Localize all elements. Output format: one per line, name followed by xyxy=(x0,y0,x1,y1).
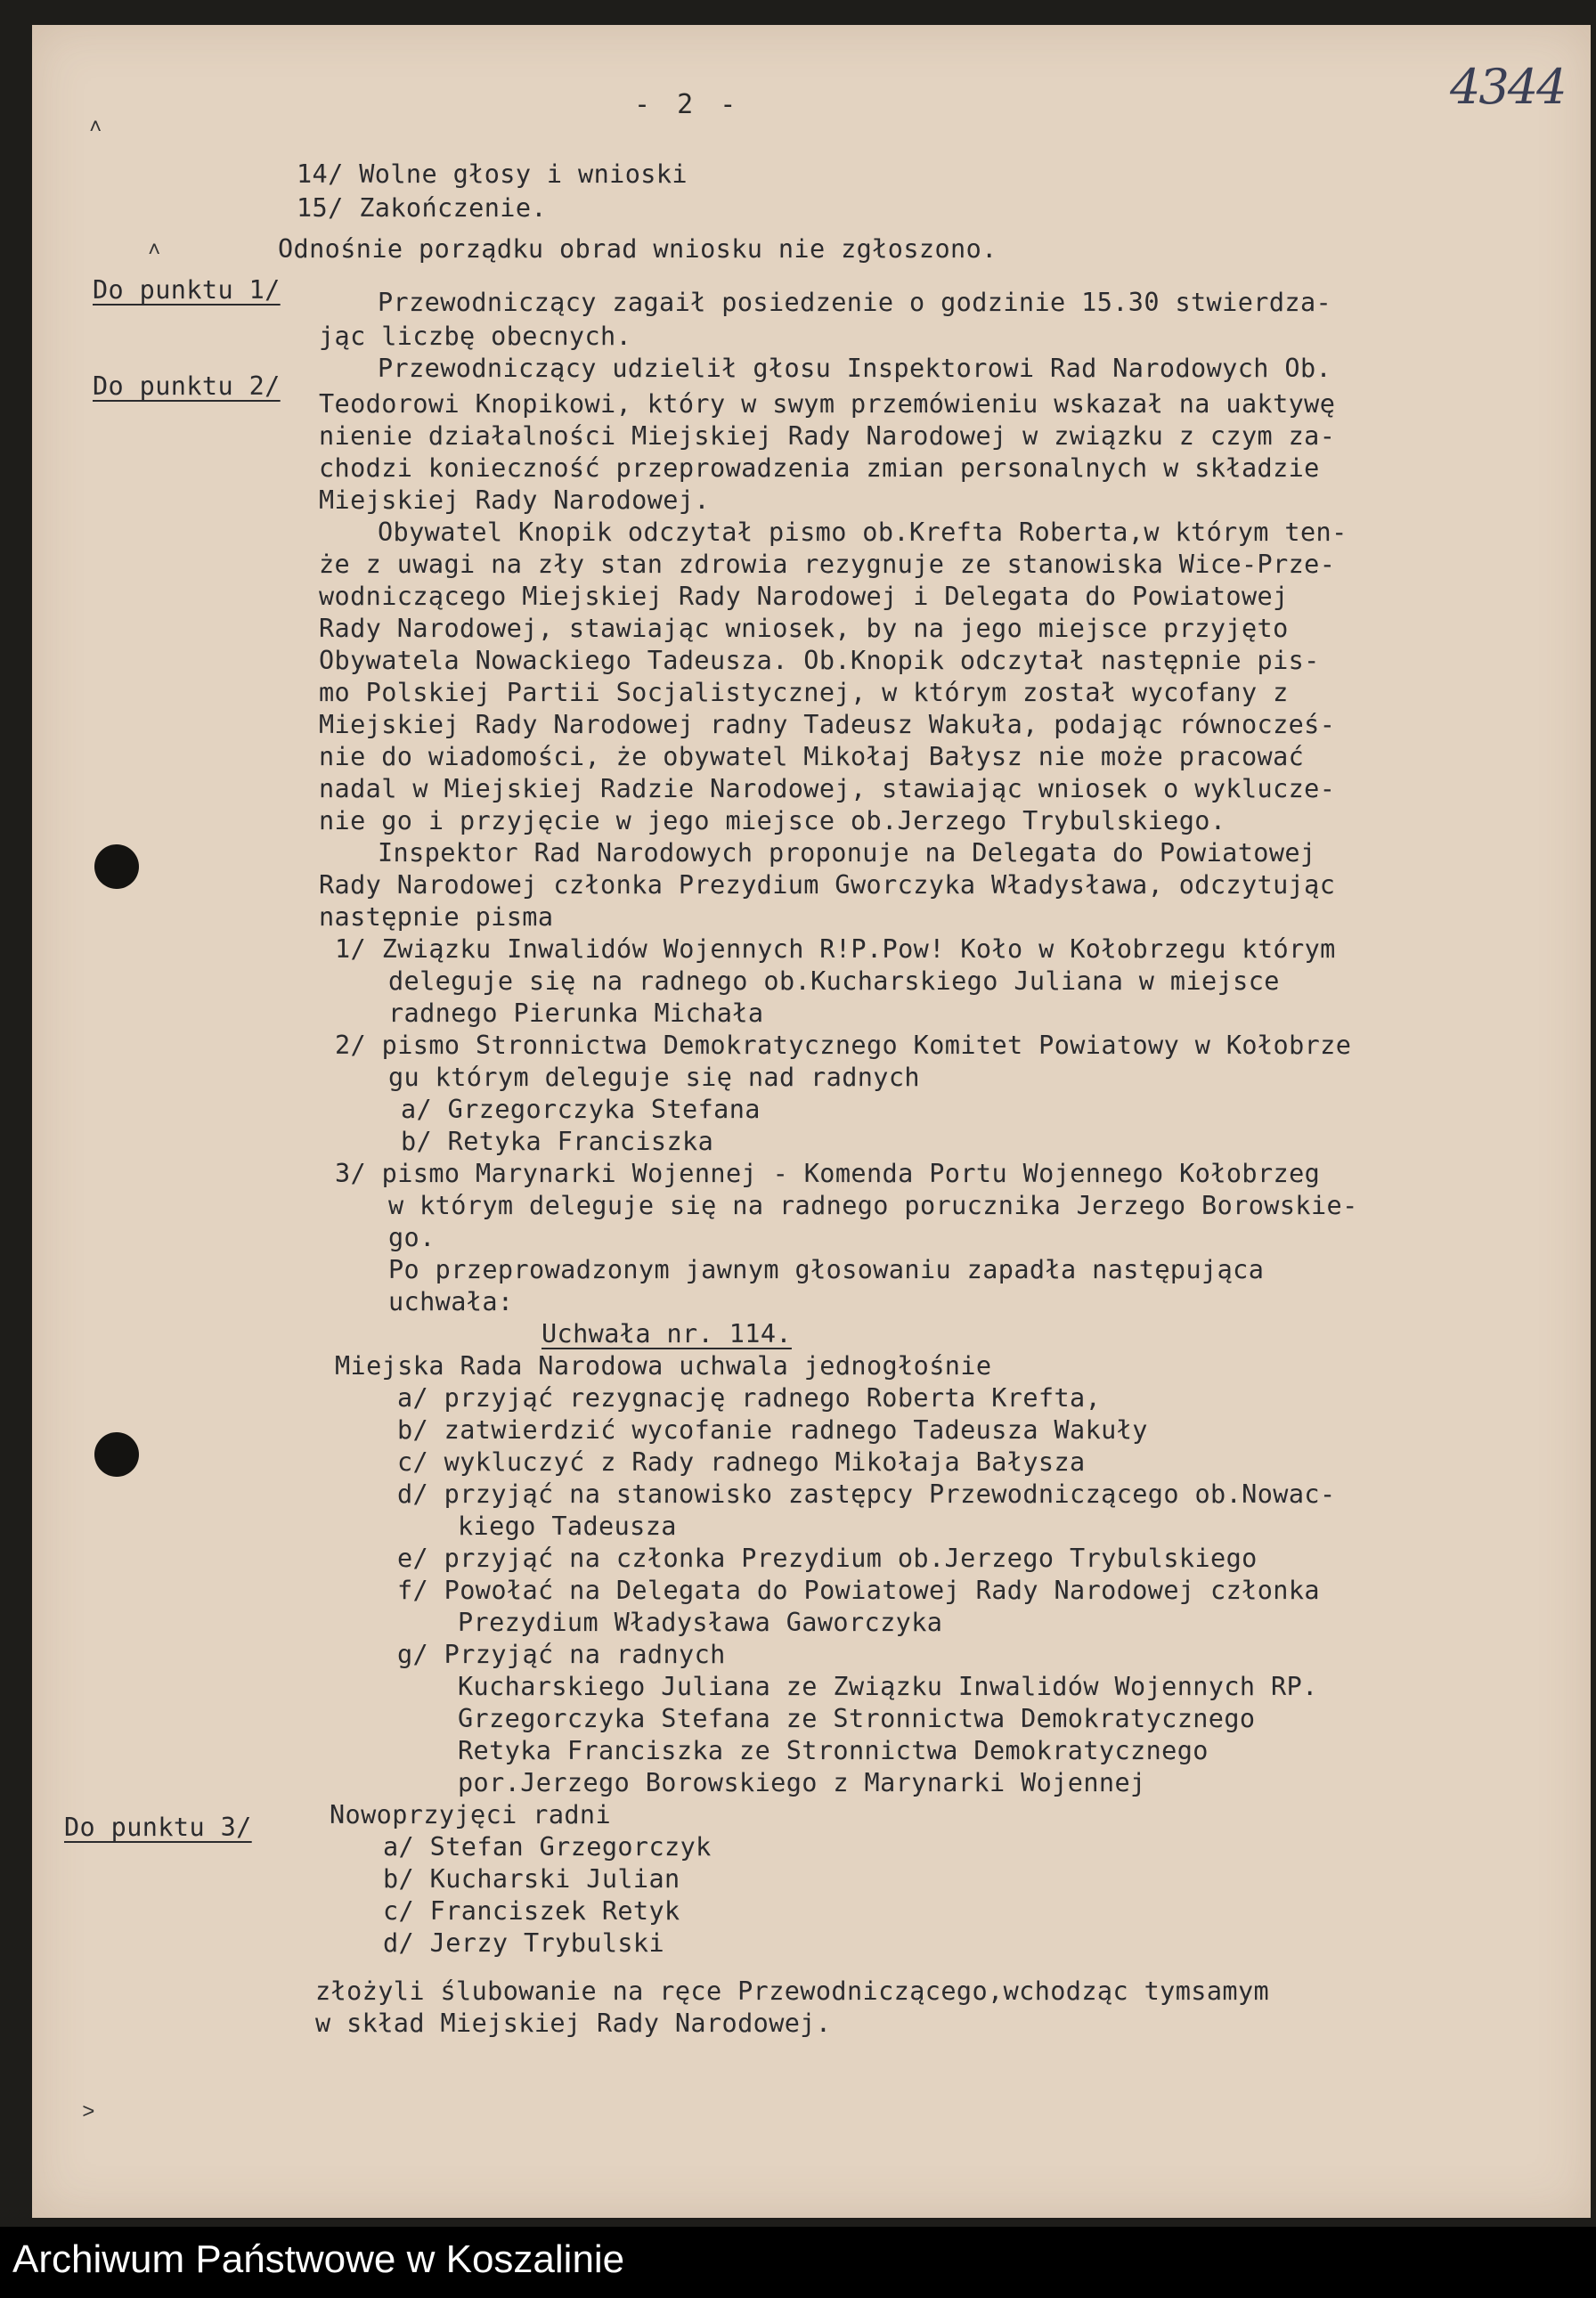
text-line: Odnośnie porządku obrad wniosku nie zgłoszono. xyxy=(278,234,998,264)
text-line: Po przeprowadzonym jawnym głosowaniu zapadła następująca xyxy=(388,1255,1265,1284)
text-line: nadal w Miejskiej Radzie Narodowej, stawiając wniosek o wyklucze- xyxy=(319,774,1336,803)
text-line: nie go i przyjęcie w jego miejsce ob.Jerzego Trybulskiego. xyxy=(319,806,1226,835)
text-line: b/ zatwierdzić wycofanie radnego Tadeusza Wakuły xyxy=(397,1415,1148,1445)
footer-archive-name: Archiwum Państwowe w Koszalinie xyxy=(12,2237,625,2281)
text-line: Prezydium Władysława Gaworczyka xyxy=(458,1608,943,1637)
text-line: złożyli ślubowanie na ręce Przewodniczącego,wchodząc tymsamym xyxy=(315,1976,1270,2006)
section-heading: Uchwała nr. 114. xyxy=(542,1319,792,1349)
text-line: Przewodniczący udzielił głosu Inspektorowi Rad Narodowych Ob. xyxy=(378,354,1332,383)
text-line: 2/ pismo Stronnictwa Demokratycznego Komitet Powiatowy w Kołobrze xyxy=(335,1031,1352,1060)
text-line: Miejska Rada Narodowa uchwala jednogłośnie xyxy=(335,1351,992,1381)
text-line: uchwała: xyxy=(388,1287,514,1316)
text-line: wodniczącego Miejskiej Rady Narodowej i Delegata do Powiatowej xyxy=(319,582,1289,611)
text-line: chodzi konieczność przeprowadzenia zmian personalnych w składzie xyxy=(319,453,1320,483)
text-line: że z uwagi na zły stan zdrowia rezygnuje ze stanowiska Wice-Prze- xyxy=(319,550,1336,579)
text-line: Przewodniczący zagaił posiedzenie o godzinie 15.30 stwierdza- xyxy=(378,288,1332,317)
page-number: - 2 - xyxy=(634,89,742,120)
text-line: 14/ Wolne głosy i wnioski xyxy=(297,159,688,189)
text-line: w którym deleguje się na radnego porucznika Jerzego Borowskie- xyxy=(388,1191,1358,1220)
text-line: Nowoprzyjęci radni xyxy=(330,1800,612,1829)
text-line: d/ przyjąć na stanowisko zastępcy Przewodniczącego ob.Nowac- xyxy=(397,1479,1336,1509)
text-line: Teodorowi Knopikowi, który w swym przemówieniu wskazał na uaktywę xyxy=(319,389,1336,419)
corner-mark-top: ˄ xyxy=(89,114,102,139)
text-line: d/ Jerzy Trybulski xyxy=(383,1928,665,1958)
text-line: a/ Stefan Grzegorczyk xyxy=(383,1832,712,1862)
text-line: następnie pisma xyxy=(319,902,554,932)
text-line: w skład Miejskiej Rady Narodowej. xyxy=(315,2009,832,2038)
text-line: Miejskiej Rady Narodowej. xyxy=(319,485,710,515)
text-line: c/ wykluczyć z Rady radnego Mikołaja Bałysza xyxy=(397,1447,1086,1477)
margin-tick: ˄ xyxy=(148,237,161,262)
text-line: 1/ Związku Inwalidów Wojennych R!P.Pow! Koło w Kołobrzegu którym xyxy=(335,934,1336,964)
text-line: b/ Kucharski Julian xyxy=(383,1864,680,1894)
punch-hole-top xyxy=(94,844,139,889)
section-heading: Do punktu 1/ xyxy=(93,275,281,305)
punch-hole-bottom xyxy=(94,1432,139,1477)
text-line: kiego Tadeusza xyxy=(458,1512,677,1541)
text-line: Grzegorczyka Stefana ze Stronnictwa Demokratycznego xyxy=(458,1704,1256,1733)
text-line: Obywatela Nowackiego Tadeusza. Ob.Knopik odczytał następnie pis- xyxy=(319,646,1320,675)
text-line: Kucharskiego Juliana ze Związku Inwalidów Wojennych RP. xyxy=(458,1672,1318,1701)
text-line: gu którym deleguje się nad radnych xyxy=(388,1063,920,1092)
text-line: nie do wiadomości, że obywatel Mikołaj Bałysz nie może pracować xyxy=(319,742,1305,771)
text-line: go. xyxy=(388,1223,436,1252)
text-line: jąc liczbę obecnych. xyxy=(319,322,632,351)
text-line: Rady Narodowej członka Prezydium Gworczyka Władysława, odczytując xyxy=(319,870,1336,900)
text-line: deleguje się na radnego ob.Kucharskiego Juliana w miejsce xyxy=(388,966,1280,996)
text-line: b/ Retyka Franciszka xyxy=(401,1127,714,1156)
section-heading: Do punktu 3/ xyxy=(64,1813,252,1842)
text-line: Rady Narodowej, stawiając wniosek, by na jego miejsce przyjęto xyxy=(319,614,1289,643)
text-line: 15/ Zakończenie. xyxy=(297,193,547,223)
text-line: nienie działalności Miejskiej Rady Narodowej w związku z czym za- xyxy=(319,421,1336,451)
text-line: por.Jerzego Borowskiego z Marynarki Wojennej xyxy=(458,1768,1146,1797)
text-line: a/ przyjąć rezygnację radnego Roberta Krefta, xyxy=(397,1383,1102,1413)
text-line: mo Polskiej Partii Socjalistycznej, w którym został wycofany z xyxy=(319,678,1289,707)
archive-number-handwritten: 4344 xyxy=(1450,59,1566,115)
section-heading: Do punktu 2/ xyxy=(93,371,281,401)
text-line: a/ Grzegorczyka Stefana xyxy=(401,1095,761,1124)
text-line: Obywatel Knopik odczytał pismo ob.Krefta Roberta,w którym ten- xyxy=(378,517,1348,547)
text-line: Miejskiej Rady Narodowej radny Tadeusz Wakuła, podając równocześ- xyxy=(319,710,1336,739)
text-line: c/ Franciszek Retyk xyxy=(383,1896,680,1926)
text-line: Retyka Franciszka ze Stronnictwa Demokratycznego xyxy=(458,1736,1209,1765)
text-line: radnego Pierunka Michała xyxy=(388,998,764,1028)
text-line: g/ Przyjąć na radnych xyxy=(397,1640,726,1669)
text-line: e/ przyjąć na członka Prezydium ob.Jerzego Trybulskiego xyxy=(397,1544,1258,1573)
corner-mark-bottom: ˃ xyxy=(82,2098,95,2123)
text-line: f/ Powołać na Delegata do Powiatowej Rady Narodowej członka xyxy=(397,1576,1320,1605)
text-line: Inspektor Rad Narodowych proponuje na Delegata do Powiatowej xyxy=(378,838,1316,868)
text-line: 3/ pismo Marynarki Wojennej - Komenda Portu Wojennego Kołobrzeg xyxy=(335,1159,1321,1188)
